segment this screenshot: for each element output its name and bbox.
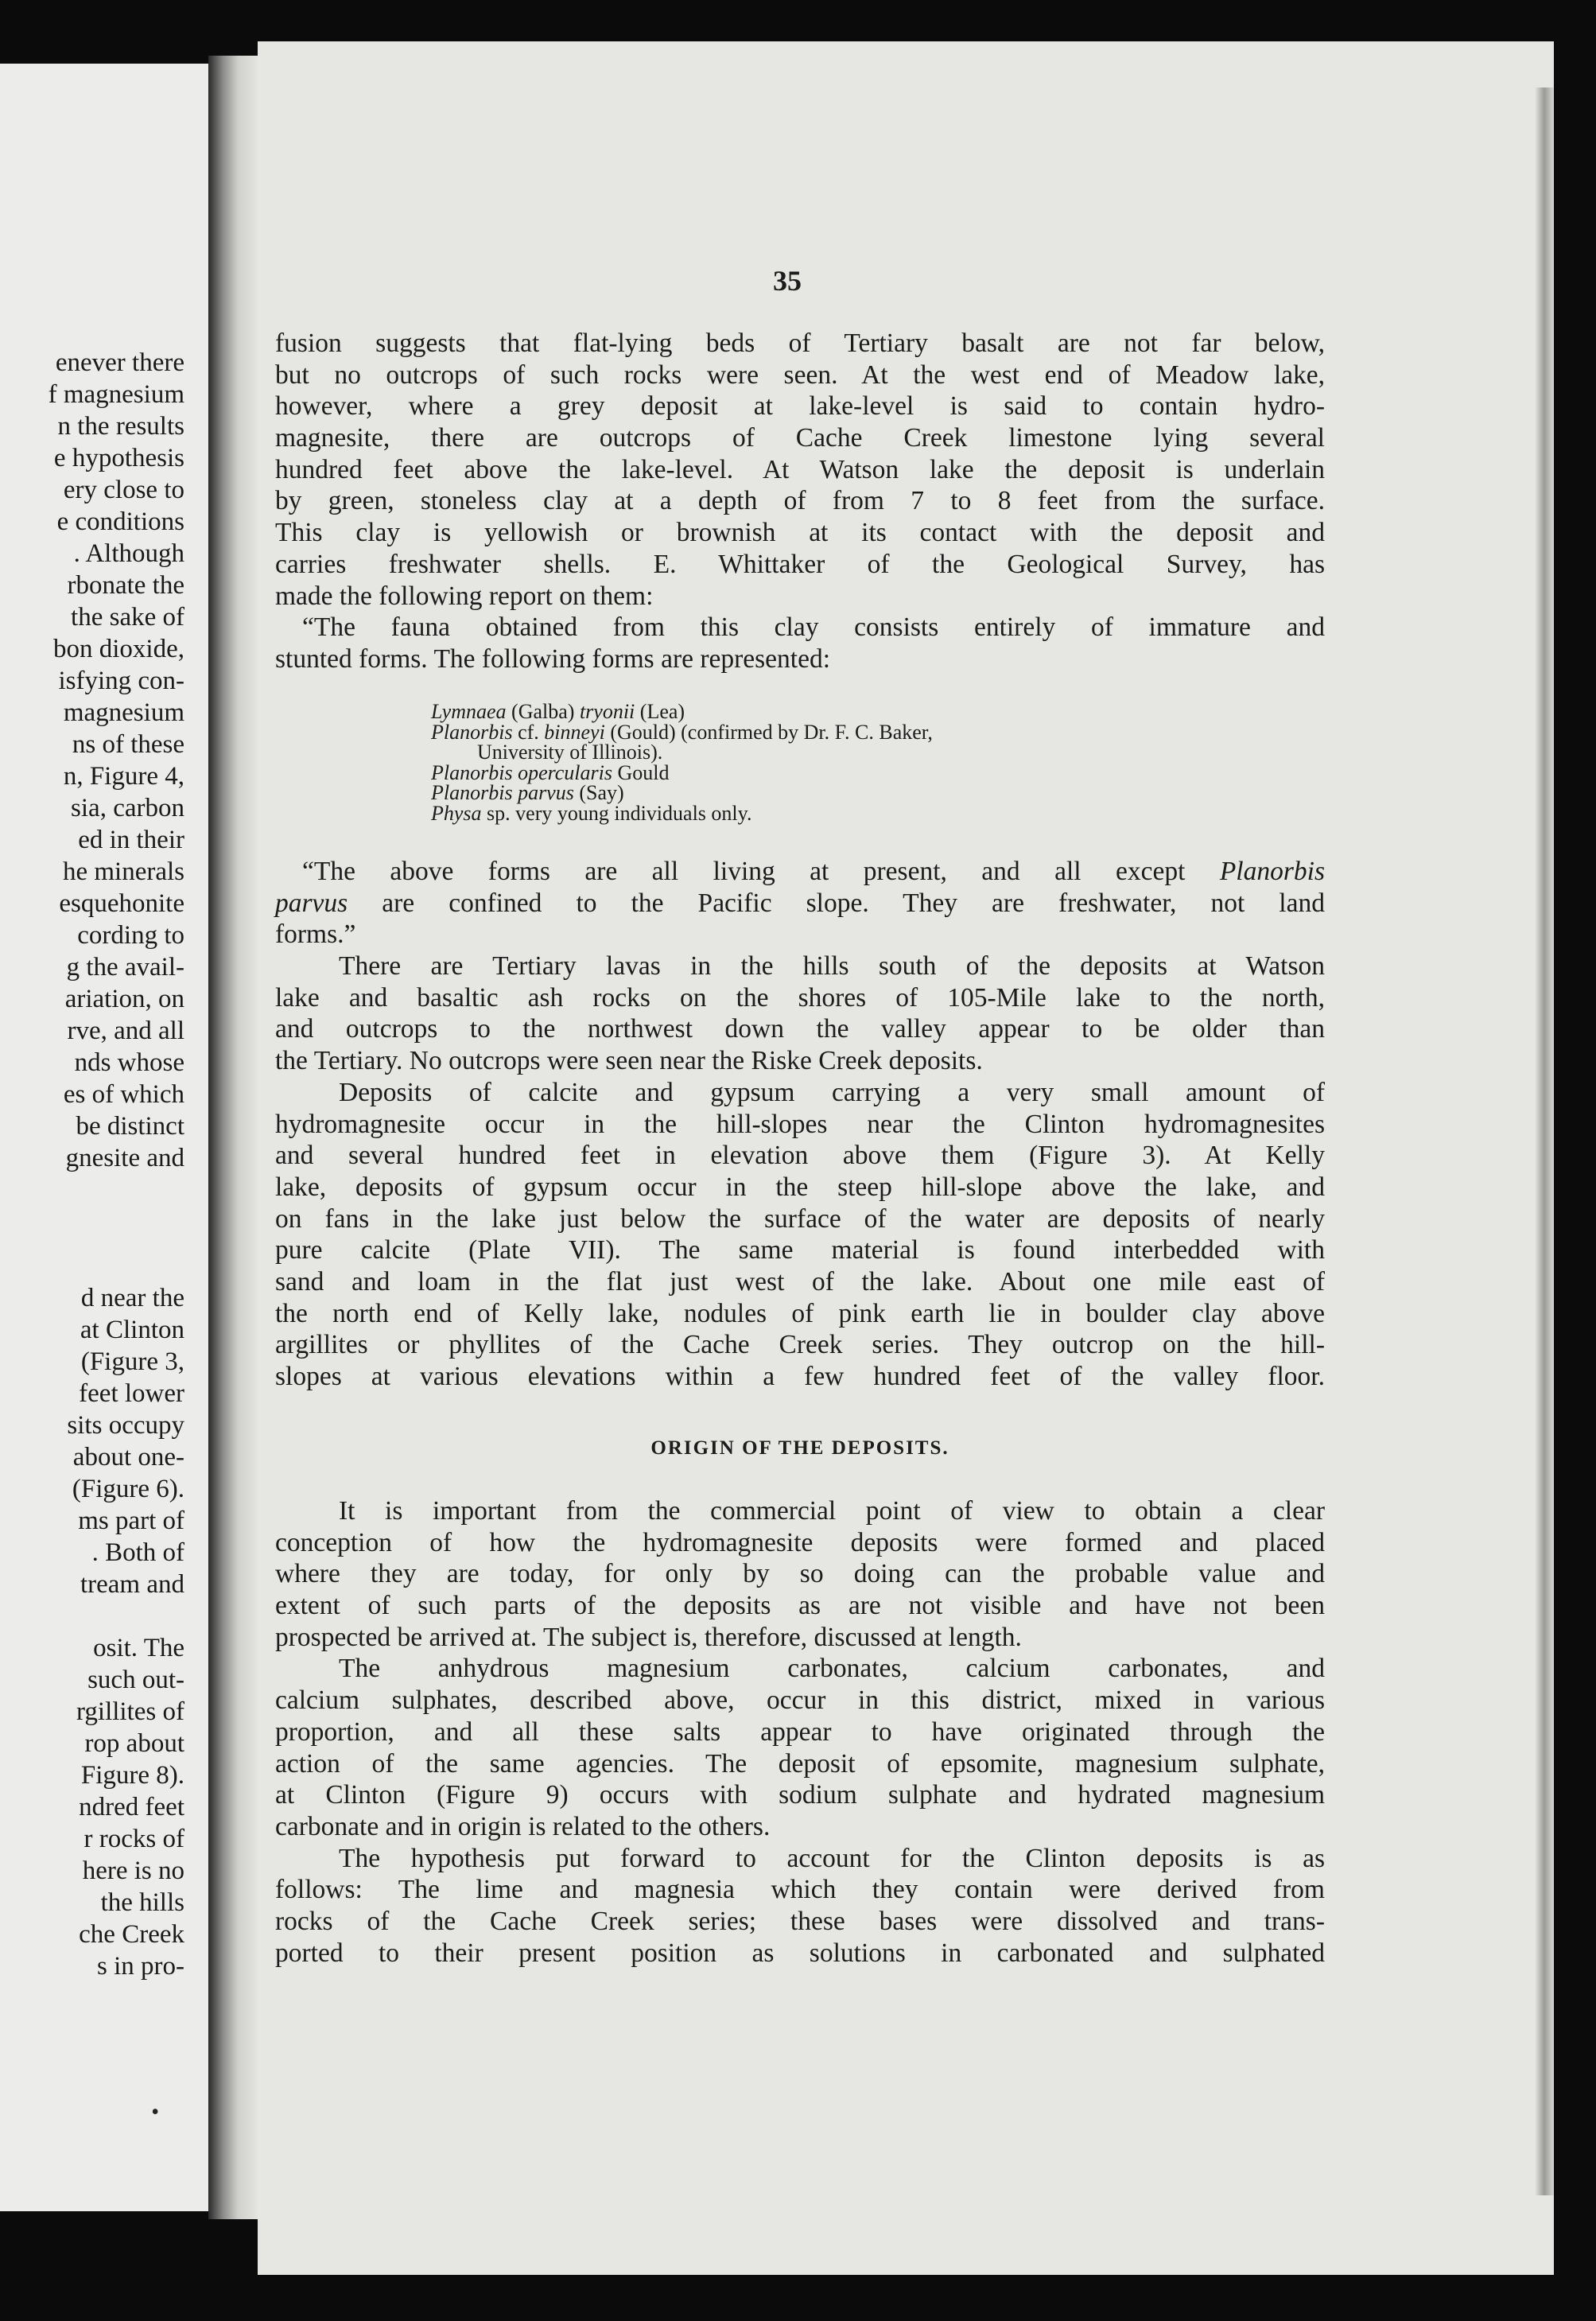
species-genus: Planorbis <box>431 720 513 744</box>
species-subgenus: (Galba) <box>506 700 580 723</box>
left-text-line: (Figure 3, <box>80 1347 184 1376</box>
left-text-line: ed in their <box>78 826 184 854</box>
species-genus: Physa <box>431 801 482 825</box>
text-line: on fans in the lake just below the surface of the water are deposits of nearly <box>275 1203 1325 1234</box>
species-item-continued: University of Illinois). <box>477 741 663 764</box>
left-text-line: es of which <box>63 1080 184 1109</box>
page-number: 35 <box>773 265 802 297</box>
left-text-line: about one- <box>72 1443 184 1472</box>
left-text-line: ndred feet <box>79 1793 184 1821</box>
left-text-line: tream and <box>80 1570 184 1599</box>
left-text-line: ms part of <box>78 1507 184 1535</box>
species-name: Planorbis parvus <box>431 781 574 805</box>
left-page-fragment <box>0 64 208 2211</box>
text-line: slopes at various elevations within a few hundred feet of the valley floor. <box>275 1362 1325 1391</box>
text-line: and outcrops to the northwest down the valley appear to be older than <box>275 1014 1325 1044</box>
text-line: sand and loam in the flat just west of the lake. About one mile east of <box>275 1266 1325 1297</box>
body-text-upper <box>275 328 1325 675</box>
text-line: fusion suggests that flat-lying beds of Tertiary basalt are not far below, <box>275 329 1325 358</box>
left-text-line: e hypothesis <box>53 444 184 472</box>
species-item <box>431 702 1226 722</box>
left-text-line: osit. The <box>93 1634 184 1662</box>
page-edge <box>1535 87 1554 2195</box>
species-item <box>431 760 1226 784</box>
text-line: at Clinton (Figure 9) occurs with sodium sulphate and hydrated magnesium <box>275 1780 1325 1810</box>
text-line: by green, stoneless clay at a depth of from 7 to 8 feet from the surface. <box>275 486 1325 516</box>
species-qualifier: cf. <box>512 720 545 744</box>
text-line: prospected be arrived at. The subject is, therefore, discussed at length. <box>275 1622 1022 1652</box>
left-text-line: . Although <box>73 539 184 568</box>
text-line: action of the same agencies. The deposit of epsomite, magnesium sulphate, <box>275 1748 1325 1779</box>
left-text-line: rop about <box>84 1729 184 1758</box>
left-text-line: nds whose <box>74 1048 184 1077</box>
text-line: hydromagnesite occur in the hill-slopes near the Clinton hydromagnesites <box>275 1109 1325 1139</box>
text-span: “The above forms are all living at present, and all except <box>302 857 1220 886</box>
species-item <box>431 803 1226 824</box>
section-heading: ORIGIN OF THE DEPOSITS. <box>650 1437 949 1459</box>
text-line: carbonate and in origin is related to the others. <box>275 1811 771 1841</box>
species-name: Planorbis opercularis <box>431 760 612 784</box>
text-line: carries freshwater shells. E. Whittaker of the Geological Survey, has <box>275 549 1325 579</box>
species-genus: Lymnaea <box>431 700 507 723</box>
left-text-line: ery close to <box>63 476 184 504</box>
species-epithet: tryonii <box>579 700 635 723</box>
left-text-line: rve, and all <box>67 1017 184 1045</box>
text-line: where they are today, for only by so doing can the probable value and <box>275 1559 1325 1589</box>
text-line: There are Tertiary lavas in the hills south of the deposits at Watson <box>339 951 1325 982</box>
species-authority: (Gould) (confirmed by Dr. F. C. Baker, <box>604 720 933 744</box>
left-text-line: ariation, on <box>64 985 184 1013</box>
text-line: forms.” <box>275 919 356 950</box>
left-text-line: f magnesium <box>48 380 184 409</box>
text-line: conception of how the hydromagnesite deposits were formed and placed <box>275 1527 1325 1557</box>
left-text-line: d near the <box>80 1284 184 1312</box>
left-text-line: he minerals <box>62 857 184 886</box>
left-text-line: r rocks of <box>83 1825 184 1853</box>
body-text-middle <box>275 856 1325 1393</box>
text-line: made the following report on them: <box>275 581 654 611</box>
book-gutter <box>208 56 258 2219</box>
left-text-line: s in pro- <box>97 1952 184 1981</box>
text-line: follows: The lime and magnesia which they contain were derived from <box>275 1875 1325 1905</box>
left-text-line: enever there <box>55 348 184 377</box>
species-epithet: binneyi <box>544 720 605 744</box>
left-text-line: at Clinton <box>80 1316 184 1344</box>
text-span: are confined to the Pacific slope. They are freshwater, not land <box>348 888 1325 918</box>
left-text-line: sia, carbon <box>71 794 184 822</box>
species-genus: Planorbis <box>1219 857 1325 886</box>
text-line: It is important from the commercial point of view to obtain a clear <box>339 1496 1325 1526</box>
quote-line: “The fauna obtained from this clay consists entirely of immature and <box>302 612 1325 643</box>
left-text-line: cording to <box>77 921 184 950</box>
species-item <box>431 783 1226 803</box>
left-text-line: isfying con- <box>58 667 184 695</box>
species-note: sp. very young individuals only. <box>481 801 752 825</box>
ink-dot: • <box>151 2100 159 2125</box>
text-line: the Tertiary. No outcrops were seen near the Riske Creek deposits. <box>275 1046 983 1076</box>
left-text-line: be distinct <box>76 1112 184 1141</box>
text-line: hundred feet above the lake-level. At Watson lake the deposit is underlain <box>275 454 1325 484</box>
left-text-line: Figure 8). <box>80 1761 184 1790</box>
left-text-line: rbonate the <box>67 571 184 600</box>
left-text-line: rgillites of <box>76 1697 184 1726</box>
left-text-line: gnesite and <box>65 1144 184 1172</box>
text-line: but no outcrops of such rocks were seen. At the west end of Meadow lake, <box>275 360 1325 390</box>
left-text-line: g the avail- <box>66 953 184 982</box>
text-line: ported to their present position as solutions in carbonated and sulphated <box>275 1938 1325 1968</box>
text-line <box>275 856 1325 888</box>
species-authority: (Lea) <box>635 700 685 723</box>
left-text-line: che Creek <box>79 1920 184 1949</box>
left-text-line: (Figure 6). <box>72 1475 184 1503</box>
species-authority: Gould <box>612 760 670 784</box>
text-line: magnesite, there are outcrops of Cache Creek limestone lying several <box>275 423 1325 453</box>
text-line: The hypothesis put forward to account for the Clinton deposits is as <box>339 1843 1325 1873</box>
species-authority: (Say) <box>573 781 624 805</box>
left-text-line: feet lower <box>79 1379 184 1408</box>
text-line: however, where a grey deposit at lake-level is said to contain hydro- <box>275 391 1325 422</box>
text-line: extent of such parts of the deposits as are not visible and have not been <box>275 1591 1325 1621</box>
text-line: the north end of Kelly lake, nodules of pink earth lie in boulder clay above <box>275 1298 1325 1328</box>
left-text-line: sits occupy <box>67 1411 184 1440</box>
left-text-line: the hills <box>100 1888 184 1917</box>
text-line: and several hundred feet in elevation above them (Figure 3). At Kelly <box>275 1141 1325 1171</box>
text-line: argillites or phyllites of the Cache Creek series. They outcrop on the hill- <box>275 1330 1325 1360</box>
text-line: lake and basaltic ash rocks on the shores of 105-Mile lake to the north, <box>275 982 1325 1013</box>
species-item <box>431 722 1226 743</box>
left-text-line: bon dioxide, <box>53 635 184 663</box>
text-line: proportion, and all these salts appear to have originated through the <box>275 1716 1325 1747</box>
left-text-line: the sake of <box>71 603 184 632</box>
text-line: Deposits of calcite and gypsum carrying a very small amount of <box>339 1077 1325 1107</box>
text-line: The anhydrous magnesium carbonates, calcium carbonates, and <box>339 1654 1325 1684</box>
text-line: This clay is yellowish or brownish at its contact with the deposit and <box>275 518 1325 548</box>
left-text-line: magnesium <box>63 698 184 727</box>
left-text-line: e conditions <box>56 507 184 536</box>
left-text-line: ns of these <box>72 730 184 759</box>
text-line: pure calcite (Plate VII). The same material is found interbedded with <box>275 1235 1325 1265</box>
left-text-line: such out- <box>87 1666 184 1694</box>
text-line: calcium sulphates, described above, occur in this district, mixed in various <box>275 1685 1325 1716</box>
left-text-line: . Both of <box>91 1538 184 1567</box>
text-line <box>275 888 1325 919</box>
species-list <box>431 702 1226 824</box>
body-text-lower <box>275 1495 1325 1969</box>
text-line: lake, deposits of gypsum occur in the steep hill-slope above the lake, and <box>275 1172 1325 1202</box>
species-epithet: parvus <box>275 888 348 918</box>
left-text-line: n, Figure 4, <box>63 762 184 791</box>
quote-line: stunted forms. The following forms are represented: <box>275 643 831 674</box>
left-text-line: n the results <box>57 412 184 441</box>
text-line: rocks of the Cache Creek series; these bases were dissolved and trans- <box>275 1906 1325 1936</box>
left-text-line: esquehonite <box>59 889 184 918</box>
left-text-line: here is no <box>82 1856 184 1885</box>
